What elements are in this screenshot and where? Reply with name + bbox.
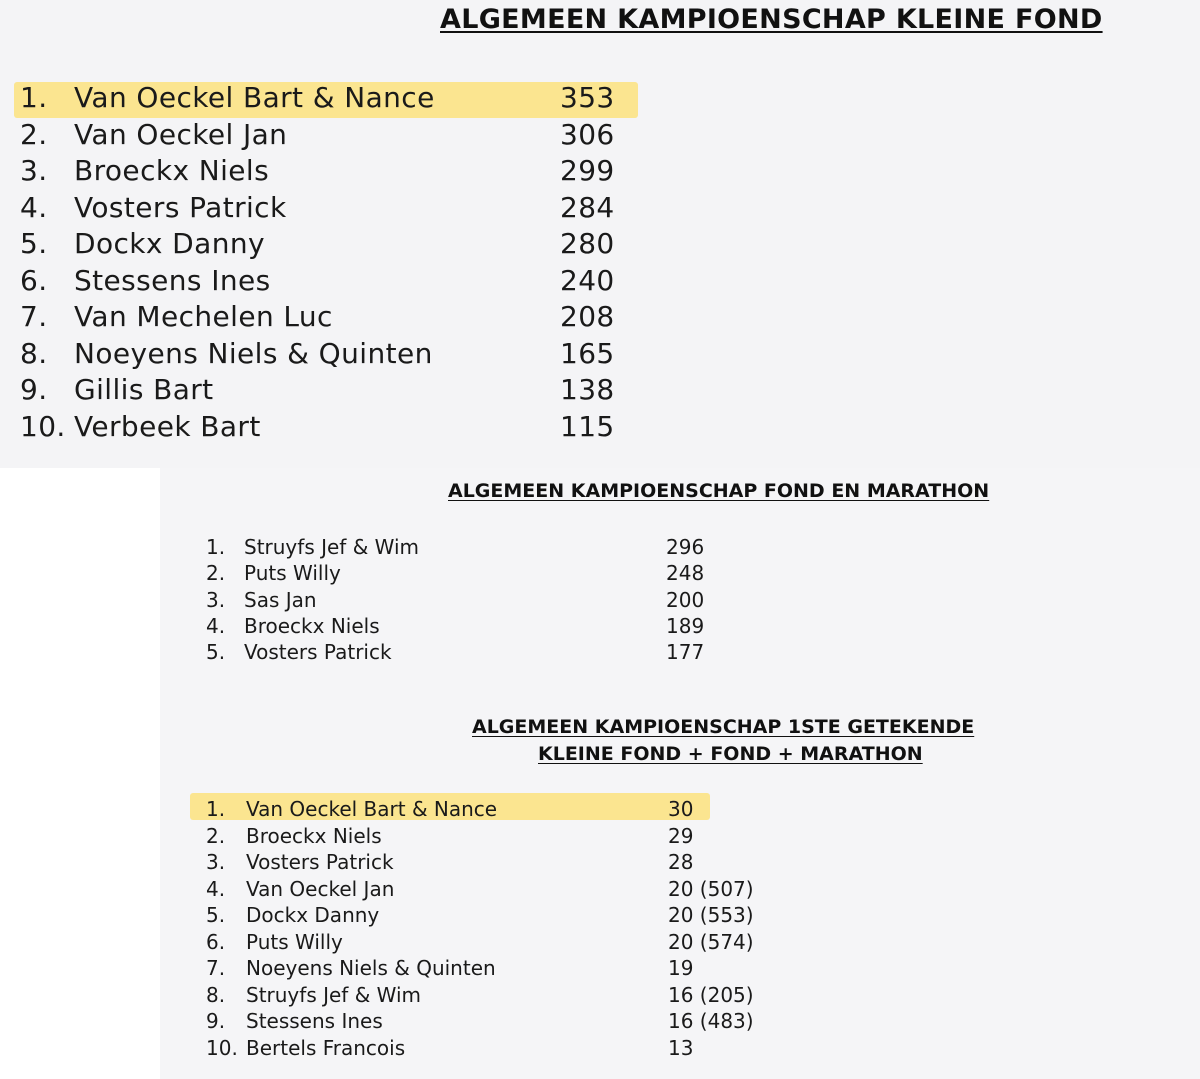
rank-number: 2.	[206, 823, 226, 848]
participant-name: Sas Jan	[244, 587, 317, 612]
ranking-row	[206, 902, 786, 929]
fond-marathon-ranking	[206, 534, 726, 665]
ranking-row	[206, 613, 726, 639]
participant-name: Gillis Bart	[74, 373, 214, 406]
ranking-row	[206, 876, 786, 903]
participant-score: 20 (553)	[668, 903, 754, 927]
rank-number: 4.	[206, 876, 226, 901]
participant-name: Van Mechelen Luc	[74, 300, 333, 333]
rank-number: 8.	[206, 982, 226, 1007]
participant-name: Vosters Patrick	[246, 850, 394, 874]
ranking-row	[20, 226, 640, 263]
eerste-getekende-subtitle: KLEINE FOND + FOND + MARATHON	[538, 743, 923, 765]
participant-name: Verbeek Bart	[74, 409, 261, 443]
participant-name: Stessens Ines	[246, 1009, 383, 1033]
participant-score: 30	[668, 797, 694, 821]
participant-name: Noeyens Niels & Quinten	[246, 956, 496, 980]
ranking-row	[20, 190, 640, 227]
ranking-row	[20, 117, 640, 154]
ranking-row	[20, 336, 640, 373]
participant-score: 189	[666, 613, 705, 638]
ranking-row	[206, 929, 786, 956]
ranking-row	[20, 409, 640, 446]
eerste-getekende-ranking	[206, 796, 786, 1061]
participant-score: 115	[560, 409, 615, 443]
participant-score: 240	[560, 263, 615, 297]
participant-score: 177	[666, 640, 705, 665]
participant-name: Van Oeckel Jan	[74, 117, 288, 151]
participant-score: 16 (205)	[668, 982, 754, 1007]
participant-score: 20 (574)	[668, 929, 754, 954]
rank-number: 6.	[20, 263, 48, 297]
participant-score: 13	[668, 1035, 694, 1060]
ranking-row	[20, 263, 640, 300]
rank-number: 4.	[20, 190, 48, 224]
participant-score: 296	[666, 535, 705, 559]
ranking-row	[206, 639, 726, 665]
ranking-row	[206, 796, 786, 823]
participant-score: 353	[560, 81, 615, 114]
participant-score: 165	[560, 336, 615, 370]
participant-score: 284	[560, 190, 615, 224]
ranking-row	[20, 372, 640, 409]
rank-number: 2.	[206, 561, 226, 586]
rank-number: 1.	[206, 797, 226, 821]
participant-name: Vosters Patrick	[74, 190, 287, 224]
participant-score: 299	[560, 154, 615, 187]
participant-name: Broeckx Niels	[74, 154, 270, 187]
ranking-row	[206, 849, 786, 876]
participant-name: Vosters Patrick	[244, 640, 392, 665]
participant-score: 280	[560, 227, 615, 260]
rank-number: 3.	[20, 154, 48, 187]
rank-number: 5.	[206, 903, 226, 927]
participant-score: 306	[560, 117, 615, 151]
participant-name: Van Oeckel Bart & Nance	[74, 81, 435, 114]
ranking-row	[20, 153, 640, 190]
participant-name: Noeyens Niels & Quinten	[74, 336, 433, 370]
participant-name: Puts Willy	[244, 561, 341, 586]
participant-name: Dockx Danny	[246, 903, 380, 927]
ranking-row	[20, 299, 640, 336]
rank-number: 1.	[206, 535, 226, 559]
participant-name: Struyfs Jef & Wim	[246, 982, 422, 1007]
rank-number: 1.	[20, 81, 48, 114]
rank-number: 5.	[206, 640, 226, 665]
participant-name: Struyfs Jef & Wim	[244, 535, 420, 559]
rank-number: 9.	[206, 1009, 226, 1033]
participant-score: 200	[666, 587, 705, 612]
rank-number: 5.	[20, 227, 48, 260]
participant-name: Broeckx Niels	[244, 613, 380, 638]
participant-score: 16 (483)	[668, 1009, 754, 1033]
rank-number: 10.	[20, 409, 66, 443]
rank-number: 8.	[20, 336, 48, 370]
participant-name: Van Oeckel Jan	[246, 876, 395, 901]
ranking-row	[206, 1035, 786, 1062]
ranking-row	[206, 1008, 786, 1035]
ranking-row	[206, 587, 726, 613]
ranking-row	[206, 823, 786, 850]
kleine-fond-ranking	[20, 80, 640, 445]
rank-number: 7.	[206, 956, 226, 980]
participant-score: 208	[560, 300, 615, 333]
participant-name: Van Oeckel Bart & Nance	[246, 797, 498, 821]
rank-number: 2.	[20, 117, 48, 151]
ranking-row	[206, 982, 786, 1009]
rank-number: 6.	[206, 929, 226, 954]
participant-name: Broeckx Niels	[246, 823, 382, 848]
ranking-row	[206, 560, 726, 586]
rank-number: 7.	[20, 300, 48, 333]
eerste-getekende-title: ALGEMEEN KAMPIOENSCHAP 1STE GETEKENDE	[472, 716, 975, 738]
ranking-row	[206, 534, 726, 560]
rank-number: 10.	[206, 1035, 238, 1060]
kleine-fond-title: ALGEMEEN KAMPIOENSCHAP KLEINE FOND	[440, 4, 1103, 35]
fond-marathon-title: ALGEMEEN KAMPIOENSCHAP FOND EN MARATHON	[448, 480, 990, 502]
participant-score: 248	[666, 561, 705, 586]
participant-name: Bertels Francois	[246, 1035, 406, 1060]
participant-name: Stessens Ines	[74, 263, 271, 297]
rank-number: 9.	[20, 373, 48, 406]
participant-score: 20 (507)	[668, 876, 754, 901]
participant-score: 29	[668, 823, 694, 848]
participant-score: 19	[668, 956, 694, 980]
ranking-row	[206, 955, 786, 982]
ranking-row	[20, 80, 640, 117]
participant-score: 138	[560, 373, 615, 406]
rank-number: 4.	[206, 613, 226, 638]
rank-number: 3.	[206, 587, 226, 612]
rank-number: 3.	[206, 850, 226, 874]
participant-name: Dockx Danny	[74, 227, 265, 260]
participant-name: Puts Willy	[246, 929, 343, 954]
participant-score: 28	[668, 850, 694, 874]
